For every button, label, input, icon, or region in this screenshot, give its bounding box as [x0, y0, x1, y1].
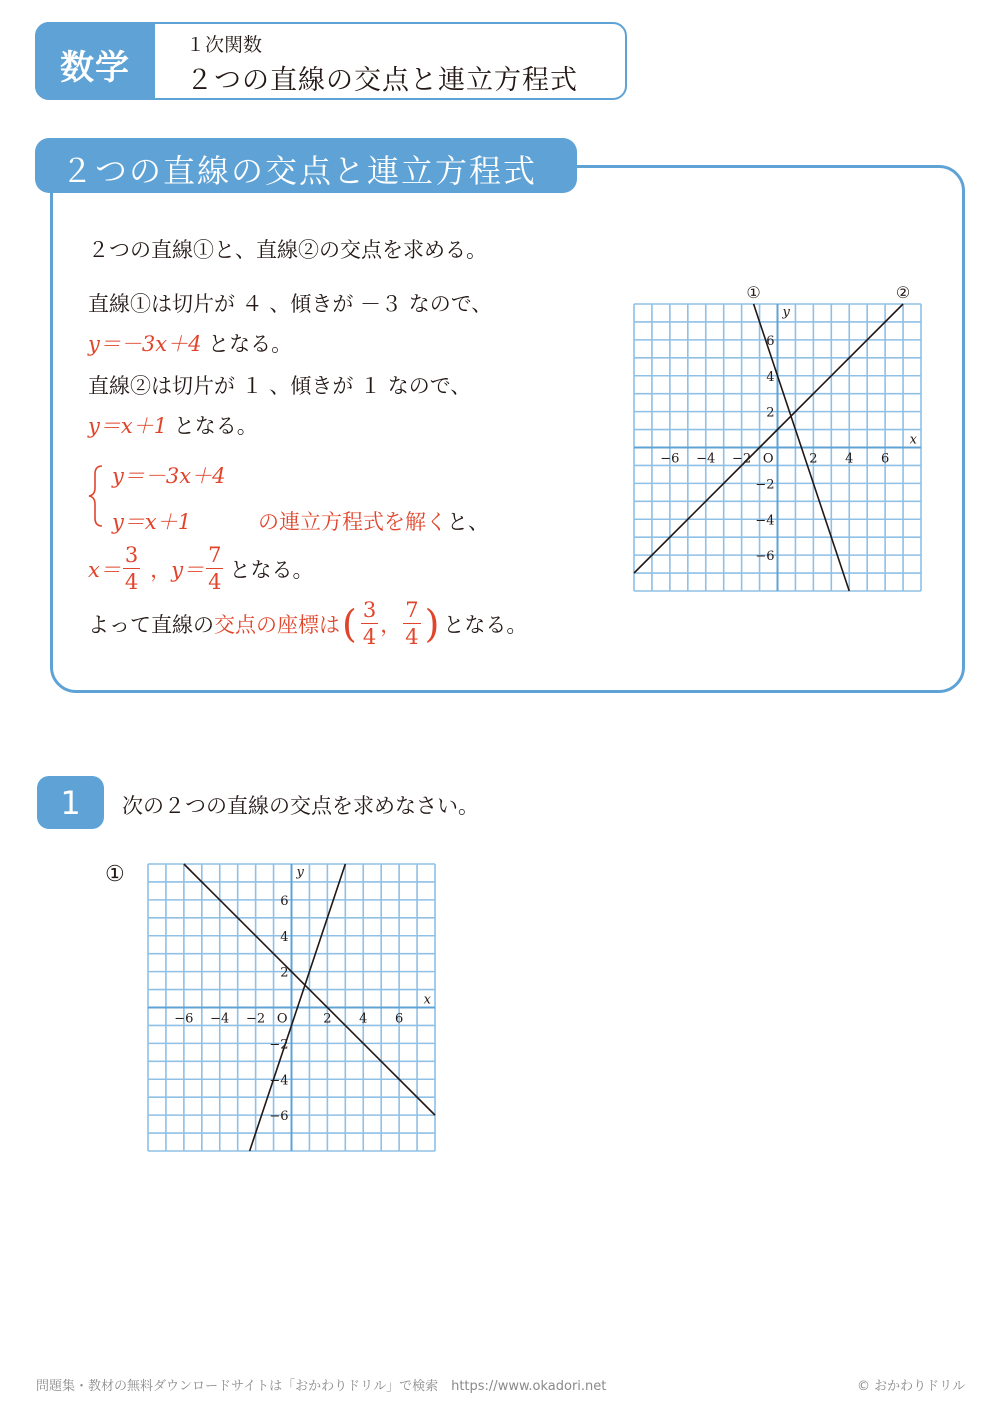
problem-graph — [140, 855, 445, 1160]
x-tick-label: −2 — [246, 1011, 266, 1027]
x-tick-label: 4 — [845, 451, 854, 467]
x-tick-label: −6 — [660, 451, 680, 467]
x-tick-label: 6 — [394, 1011, 404, 1027]
problem-sub-label: ① — [105, 862, 125, 887]
y-tick-label: 4 — [766, 369, 775, 385]
footer-site-info: 問題集・教材の無料ダウンロードサイトは「おかわりドリル」で検索 https://www.okadori.net — [36, 1379, 607, 1394]
conclusion-comma: ， — [380, 613, 402, 637]
system-equation-2-row — [112, 506, 191, 536]
x-tick-label: −4 — [210, 1011, 230, 1027]
y-tick-label: −2 — [269, 1037, 289, 1053]
solution-separator: ， — [150, 558, 172, 582]
x-tick-label: 6 — [880, 451, 890, 467]
x-tick-label: −6 — [174, 1011, 194, 1027]
conclusion-suffix: となる。 — [443, 613, 528, 637]
origin-label: O — [276, 1011, 288, 1027]
y-tick-label: −4 — [755, 513, 775, 529]
x-tick-label: −4 — [696, 451, 716, 467]
solution-x-numerator: 3 — [124, 543, 139, 567]
conclusion-row — [88, 596, 527, 652]
line1-suffix: となる。 — [201, 332, 293, 356]
footer-copyright: © おかわりドリル — [857, 1379, 966, 1394]
solution-x-denominator: 4 — [124, 570, 139, 594]
series-label: ② — [895, 283, 911, 302]
conclusion-y-fraction — [403, 600, 420, 648]
explanation-graph — [620, 280, 930, 600]
unit-label: １次関数 — [186, 34, 263, 56]
y-tick-label: 6 — [766, 333, 775, 349]
conclusion-x-denominator: 4 — [362, 625, 377, 649]
solution-y-numerator: 7 — [208, 543, 222, 567]
conclusion-prefix: よって直線の — [88, 613, 214, 637]
page-title: ２つの直線の交点と連立方程式 — [186, 65, 578, 96]
solution-suffix: となる。 — [229, 558, 314, 582]
conclusion-x-fraction — [361, 600, 378, 648]
system-solve-suffix: と、 — [447, 510, 489, 534]
problem-number-badge — [37, 776, 104, 829]
line2-equation: y＝x＋1 — [88, 414, 168, 438]
conclusion-close-paren: ) — [424, 602, 440, 646]
conclusion-y-denominator: 4 — [405, 625, 419, 649]
y-tick-label: 6 — [280, 893, 289, 909]
system-solve-row — [258, 506, 489, 536]
conclusion-x-numerator: 3 — [362, 598, 377, 622]
y-tick-label: 2 — [766, 405, 775, 421]
y-tick-label: −6 — [755, 549, 775, 565]
conclusion-highlight: 交点の座標は — [214, 613, 340, 637]
solution-y-fraction — [206, 545, 223, 593]
y-axis-label: y — [782, 305, 790, 320]
x-axis-label: x — [423, 992, 431, 1008]
solution-row — [88, 542, 313, 596]
x-tick-label: −2 — [732, 451, 752, 467]
line2-equation-row — [88, 410, 258, 440]
x-tick-label: 2 — [809, 451, 818, 467]
y-tick-label: −2 — [755, 477, 775, 493]
y-axis-label: y — [296, 865, 304, 880]
conclusion-open-paren: ( — [342, 602, 357, 646]
system-equation-1: y＝－3x＋4 — [112, 464, 226, 488]
series-label: ① — [746, 283, 761, 302]
x-axis-label: x — [909, 432, 917, 448]
origin-label: O — [762, 451, 774, 467]
y-tick-label: 4 — [280, 929, 289, 945]
intro-text: ２つの直線①と、直線②の交点を求める。 — [88, 238, 487, 262]
system-equation-2: y＝x＋1 — [112, 510, 192, 534]
line1-equation-row — [88, 328, 292, 358]
solution-x-lhs: x＝ — [88, 558, 121, 582]
subject-badge — [35, 22, 155, 100]
solution-y-lhs: y＝ — [171, 558, 205, 582]
solution-y-denominator: 4 — [208, 570, 222, 594]
explanation-title: ２つの直線の交点と連立方程式 — [61, 152, 538, 190]
solution-x-fraction — [123, 545, 140, 593]
explanation-tab — [35, 138, 577, 193]
subject-label: 数学 — [60, 48, 130, 88]
line2-description: 直線②は切片が １ 、傾きが １ なので、 — [88, 374, 472, 398]
y-tick-label: 2 — [280, 965, 289, 981]
line1-description: 直線①は切片が ４ 、傾きが －３ なので、 — [88, 292, 493, 316]
system-brace — [86, 462, 108, 530]
y-tick-label: −6 — [269, 1109, 289, 1125]
line1-equation: y＝－3x＋4 — [88, 332, 202, 356]
x-tick-label: 4 — [359, 1011, 368, 1027]
conclusion-y-numerator: 7 — [405, 598, 419, 622]
y-tick-label: −4 — [269, 1073, 289, 1089]
problem-instruction: 次の２つの直線の交点を求めなさい。 — [122, 794, 479, 818]
problem-number: 1 — [60, 784, 81, 822]
system-solve-text: の連立方程式を解く — [258, 510, 447, 534]
x-tick-label: 2 — [323, 1011, 332, 1027]
line2-suffix: となる。 — [167, 414, 258, 438]
